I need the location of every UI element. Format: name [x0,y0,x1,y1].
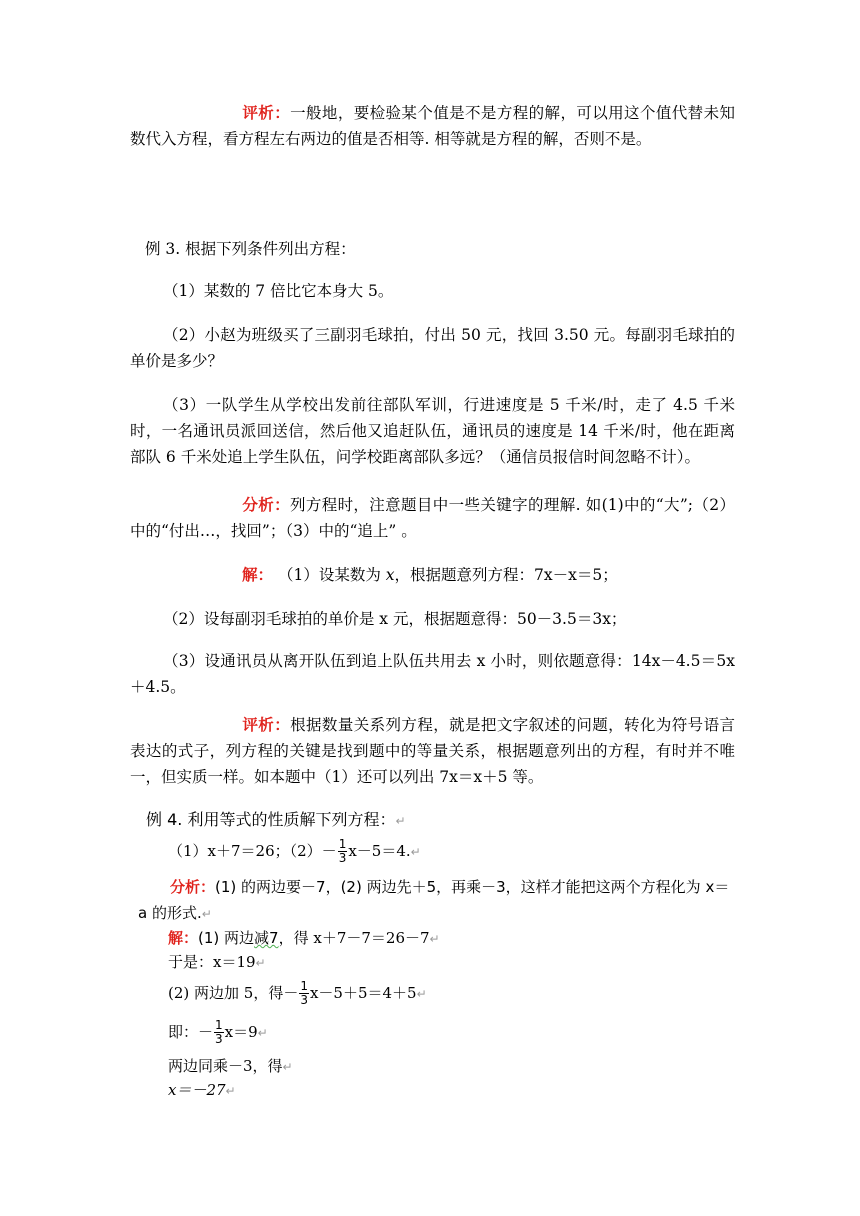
ex4-solution-2-simplified: 即：－ $\frac{1}{3}$ x＝9↵ [168,1018,268,1046]
ex3-solution-3: （3）设通讯员从离开队伍到追上队伍共用去 x 小时，则依题意得：14x－4.5＝5x＋4.5。 [130,652,735,696]
ex2-comment-paragraph [130,100,735,152]
solution-label-4: 解： [168,929,199,947]
fraction-one-third-3: $\frac{1}{3}$ [215,1018,223,1046]
analysis-text: 列方程时，注意题目中一些关键字的理解. 如(1)中的“大”;（2）中的“付出…，找回”；（3）中的“追上” 。 [130,496,735,540]
solution-1-mid: ，根据题意列方程：7 [394,566,544,584]
comment-text: 一般地，要检验某个值是不是方程的解，可以用这个值代替未知数代入方程，看方程左右两边的值是否相等. 相等就是方程的解，否则不是。 [130,104,735,148]
comment-label-2: 评析： [242,715,291,734]
wavy-underlined-text: 减7 [254,929,279,947]
ex4-solution-2-multiply: 两边同乘－3，得↵ [168,1057,293,1075]
ex3-title: 例 3. 根据下列条件列出方程： [145,240,356,258]
solution-1-var: x [385,566,395,584]
ex4-title-text: 例 4. 利用等式的性质解下列方程： [146,810,396,829]
ex3-question-3: （3）一队学生从学校出发前往部队军训，行进速度是 5 千米/时，走了 4.5 千米时，一名通讯员派回送信，然后他又追赶队伍，通讯员的速度是 14 千米/时，他在距离部队 6 千米处追上学生队伍，问学校距离部队多远？（通信员报信时间忽略不计）。 [130,396,735,466]
ex4-eq2-tail: x－5＝4. [348,842,411,860]
ex4-eq1: （1）x＋7＝26；（2）－ [168,842,337,860]
analysis-label-4: 分析： [170,878,216,896]
solution-1-pre: （1）设某数为 [277,566,386,584]
ex4-title: 例 4. 利用等式的性质解下列方程：↵ [146,810,406,829]
ex4-analysis: 分析：(1) 的两边要－7，(2) 两边先＋5，再乘－3，这样才能把这两个方程化为 x＝a 的形式.↵ [138,878,730,922]
ex4-solution-2: (2) 两边加 5，得－ $\frac{1}{3}$ x－5＋5＝4＋5↵ [168,979,427,1007]
ex3-solution-2: （2）设每副羽毛球拍的单价是 x 元，根据题意得：50－3.5＝3x； [163,610,627,628]
comment-text-2: 根据数量关系列方程，就是把文字叙述的问题，转化为符号语言表达的式子，列方程的关键是找到题中的等量关系，根据题意列出的方程，有时并不唯一，但实质一样。如本题中（1）还可以列出 7x＝x＋5 等。 [130,716,735,786]
ex3-analysis [130,492,735,544]
comment-label: 评析： [242,103,291,122]
solution-1-eq: x－x＝5； [543,566,618,584]
ex3-question-2: （2）小赵为班级买了三副羽毛球拍，付出 50 元，找回 3.50 元。每副羽毛球拍的单价是多少？ [130,326,735,370]
ex4-equations: （1）x＋7＝26；（2）－ $\frac{1}{3}$ x－5＝4.↵ [168,837,421,865]
fraction-one-third: $\frac{1}{3}$ [338,837,347,865]
ex4-solution-1: 解：(1) 两边减7，得 x＋7－7＝26－7↵ [168,929,440,947]
ex3-question-1: （1）某数的 7 倍比它本身大 5。 [163,282,394,300]
ex4-solution-2-answer: x＝－27↵ [168,1081,236,1099]
ex3-solution-1 [242,562,742,588]
analysis-text-4: (1) 的两边要－7，(2) 两边先＋5，再乘－3，这样才能把这两个方程化为 x＝a 的形式. [138,878,730,922]
ex4-solution-1-result: 于是：x＝19↵ [168,953,266,971]
solution-label: 解： [242,565,274,584]
fraction-one-third-2: $\frac{1}{3}$ [300,979,308,1007]
ex3-comment [130,712,735,790]
analysis-label: 分析： [242,495,290,514]
